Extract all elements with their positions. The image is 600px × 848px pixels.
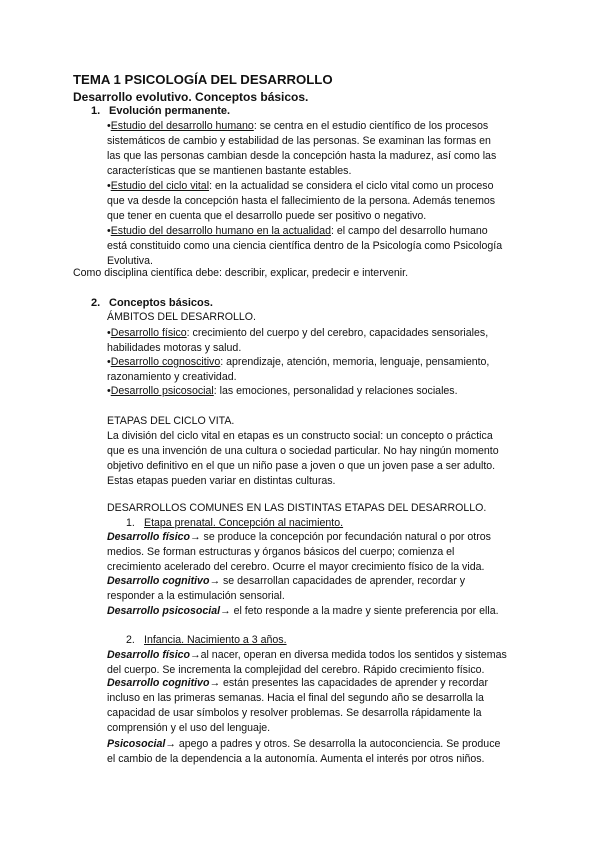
stage-1-desarrollo-cognitivo: Desarrollo cognitivo→ se desarrollan capacidades de aprender, recordar y responder a la estimulación sensorial. bbox=[107, 575, 466, 602]
term-estudio-ciclo-vital: Estudio del ciclo vital bbox=[110, 180, 210, 192]
section-1-heading: 1. Evolución permanente. bbox=[91, 105, 231, 117]
term-estudio-desarrollo-humano: Estudio del desarrollo humano bbox=[110, 120, 254, 132]
term-estudio-actualidad: Estudio del desarrollo humano en la actualidad bbox=[110, 225, 331, 237]
stage-1-desarrollo-fisico: Desarrollo físico→ se produce la concepción por fecundación natural o por otros medios. Se forman estructuras y órganos básicos del cuerpo; comienza el crecimiento acelerado del cerebro. Ocurre el mayor crecimiento físico de la vida. bbox=[107, 531, 491, 573]
ambitos-heading: ÁMBITOS DEL DESARROLLO. bbox=[107, 311, 256, 323]
ambito-cognoscitivo: •Desarrollo cognoscitivo: aprendizaje, atención, memoria, lenguaje, pensamiento, razonamiento y creatividad. bbox=[107, 356, 490, 383]
section-1-item-1: •Estudio del desarrollo humano: se centra en el estudio científico de los procesos sistemáticos de cambio y estabilidad de las personas. Se examinan las formas en las que las personas cambian desde la concepción hasta la madurez, así como las características que se mantienen bastante estables. bbox=[107, 120, 497, 177]
ambito-fisico: •Desarrollo físico: crecimiento del cuerpo y del cerebro, capacidades sensoriales, habilidades motoras y salud. bbox=[107, 327, 489, 354]
section-1-item-3: •Estudio del desarrollo humano en la actualidad: el campo del desarrollo humano está constituido como una ciencia científica dentro de la Psicología como Psicología Evolutiva. bbox=[107, 225, 503, 267]
stage-2-desarrollo-cognitivo: Desarrollo cognitivo→ están presentes las capacidades de aprender y recordar incluso en las primeras semanas. Hacia el final del segundo año se desarrolla la capacidad de usar símbolos y resolver problemas. Se desarrolla rápidamente la comprensión y el uso del lenguaje. bbox=[107, 677, 488, 734]
section-1-item-2: •Estudio del ciclo vital: en la actualidad se considera el ciclo vital como un proceso que va desde la concepción hasta el fallecimiento de la persona. Además tenemos que tener en cuenta que el desarrollo puede ser positivo o negativo. bbox=[107, 180, 496, 222]
section-1-closing: Como disciplina científica debe: describir, explicar, predecir e intervenir. bbox=[73, 267, 409, 279]
stage-1-desarrollo-psicosocial: Desarrollo psicosocial→ el feto responde a la madre y siente preferencia por ella. bbox=[107, 605, 499, 617]
document-title: TEMA 1 PSICOLOGÍA DEL DESARROLLO bbox=[73, 72, 333, 87]
document-subtitle: Desarrollo evolutivo. Conceptos básicos. bbox=[73, 90, 309, 104]
etapas-paragraph: La división del ciclo vital en etapas es un constructo social: un concepto o práctica que es una invención de una cultura o sociedad particular. No hay ningún momento objetivo definitivo en el que un niño pase a joven o que un joven pase a ser adulto. Estas etapas pueden variar en distintas culturas. bbox=[107, 430, 499, 487]
comunes-heading: DESARROLLOS COMUNES EN LAS DISTINTAS ETAPAS DEL DESARROLLO. bbox=[107, 502, 487, 514]
stage-2-title: 2. Infancia. Nacimiento a 3 años. bbox=[126, 634, 287, 646]
stage-2-desarrollo-fisico: Desarrollo físico→al nacer, operan en diversa medida todos los sentidos y sistemas del cuerpo. Se incrementa la complejidad del cerebro. Rápido crecimiento físico. bbox=[107, 649, 507, 676]
stage-2-psicosocial: Psicosocial→ apego a padres y otros. Se desarrolla la autoconciencia. Se produce el cambio de la dependencia a la autonomía. Aumenta el interés por otros niños. bbox=[107, 738, 501, 765]
etapas-heading: ETAPAS DEL CICLO VITA. bbox=[107, 415, 235, 427]
section-2-heading: 2. Conceptos básicos. bbox=[91, 297, 213, 309]
stage-1-title: 1. Etapa prenatal. Concepción al nacimiento. bbox=[126, 517, 344, 529]
ambito-psicosocial: •Desarrollo psicosocial: las emociones, personalidad y relaciones sociales. bbox=[107, 385, 458, 397]
